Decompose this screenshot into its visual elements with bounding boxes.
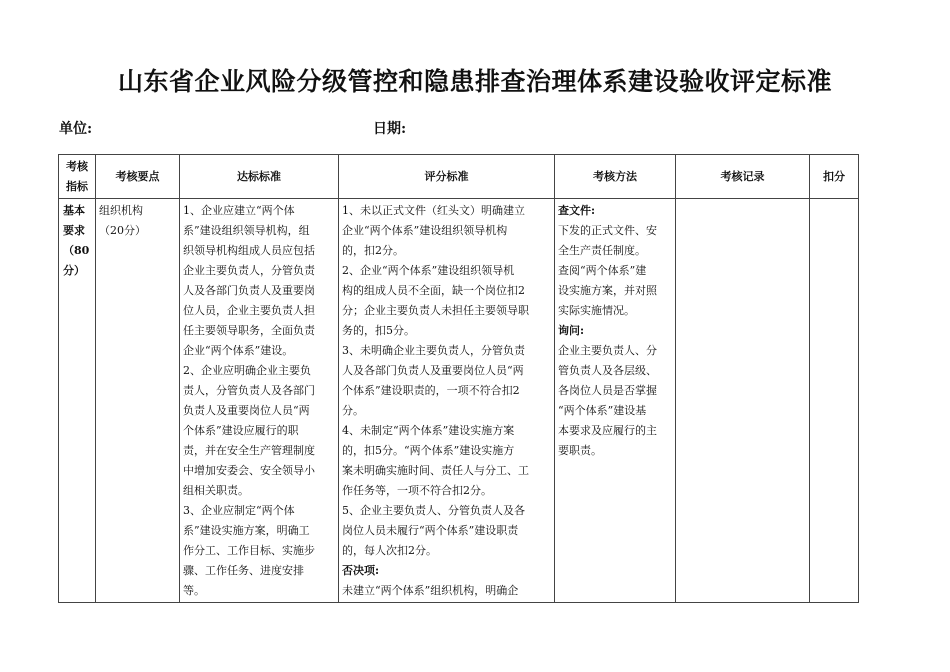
cell-line: 5、企业主要负责人、分管负责人及各 (342, 504, 525, 517)
header-deduction: 扣分 (810, 155, 859, 199)
cell-line: 企业主要负责人，分管负责 (183, 264, 315, 277)
cell-line: 企业主要负责人、分 (558, 344, 657, 357)
cell-indicator (59, 199, 96, 603)
cell-line: 企业“两个体系”建设。 (183, 344, 294, 357)
cell-line: 4、未制定“两个体系”建设实施方案 (342, 424, 515, 437)
cell-deduction[interactable] (810, 199, 859, 603)
header-record: 考核记录 (676, 155, 810, 199)
cell-line: 务的，扣5分。 (342, 324, 415, 337)
header-indicator: 考核 指标 (59, 155, 96, 199)
cell-key-point (96, 199, 180, 603)
cell-line: 全生产责任制度。 (558, 244, 646, 257)
cell-line: 1、企业应建立“两个体 (183, 204, 295, 217)
cell-line: 3、未明确企业主要负责人，分管负责 (342, 344, 525, 357)
cell-line: 负责人及重要岗位人员“两 (183, 404, 310, 417)
cell-line: 本要求及应履行的主 (558, 424, 657, 437)
cell-line: 组相关职责。 (183, 484, 249, 497)
cell-line: 2、企业应明确企业主要负 (183, 364, 311, 377)
header-standard: 达标标准 (180, 155, 339, 199)
date-label: 日期: (373, 121, 407, 137)
cell-line: 实际实施情况。 (558, 304, 635, 317)
cell-line: 骤、工作任务、进度安排 (183, 564, 304, 577)
cell-line: 各岗位人员是否掌握 (558, 384, 657, 397)
cell-line: 岗位人员未履行“两个体系”建设职责 (342, 524, 519, 537)
cell-line: （80 (63, 244, 90, 257)
cell-record[interactable] (676, 199, 810, 603)
cell-line: 的，扣2分。 (342, 244, 404, 257)
cell-line: 责人，分管负责人及各部门 (183, 384, 315, 397)
cell-line: 系”建设组织领导机构，组 (183, 224, 310, 237)
cell-line: 系”建设实施方案，明确工 (183, 524, 310, 537)
cell-line: 企业“两个体系”建设组织领导机构 (342, 224, 508, 237)
cell-scoring (339, 199, 555, 603)
cell-line: 作分工、工作目标、实施步 (183, 544, 315, 557)
cell-line: 等。 (183, 584, 205, 597)
cell-line: 责，并在安全生产管理制度 (183, 444, 315, 457)
cell-line: 的，每人次扣2分。 (342, 544, 437, 557)
cell-line: 要求 (63, 224, 85, 237)
unit-label: 单位: (59, 121, 93, 137)
header-key-point: 考核要点 (96, 155, 180, 199)
cell-line: 设实施方案，并对照 (558, 284, 657, 297)
table-header-row (59, 155, 859, 199)
cell-line: 询问: (558, 324, 585, 337)
document-title: 山东省企业风险分级管控和隐患排查治理体系建设验收评定标准 (117, 67, 832, 96)
cell-line: 位人员，企业主要负责人担 (183, 304, 315, 317)
cell-line: 的，扣5分。“两个体系”建设实施方 (342, 444, 515, 457)
cell-line: 织领导机构组成人员应包括 (183, 244, 315, 257)
cell-line: 1、未以正式文件（红头文）明确建立 (342, 204, 525, 217)
cell-standard (180, 199, 339, 603)
cell-line: 案未明确实施时间、责任人与分工、工 (342, 464, 529, 477)
cell-line: 下发的正式文件、安 (558, 224, 657, 237)
cell-line: “两个体系”建设基 (558, 404, 647, 417)
cell-line: 构的组成人员不全面，缺一个岗位扣2 (342, 284, 525, 297)
cell-line: 组织机构 (99, 204, 143, 217)
header-scoring: 评分标准 (339, 155, 555, 199)
cell-line: 分。 (342, 404, 364, 417)
cell-line: 个体系”建设职责的，一项不符合扣2 (342, 384, 520, 397)
cell-method (555, 199, 676, 603)
cell-line: 要职责。 (558, 444, 602, 457)
cell-line: 分） (63, 264, 85, 277)
cell-line: 3、企业应制定“两个体 (183, 504, 295, 517)
cell-line: （20分） (99, 224, 146, 237)
evaluation-table (58, 154, 859, 603)
cell-line: 人及各部门负责人及重要岗 (183, 284, 315, 297)
cell-line: 查阅“两个体系”建 (558, 264, 647, 277)
cell-line: 管负责人及各层级、 (558, 364, 657, 377)
cell-line: 人及各部门负责人及重要岗位人员“两 (342, 364, 524, 377)
cell-line: 个体系”建设应履行的职 (183, 424, 299, 437)
header-method: 考核方法 (555, 155, 676, 199)
cell-line: 未建立“两个体系”组织机构，明确企 (342, 584, 519, 597)
cell-line: 作任务等，一项不符合扣2分。 (342, 484, 492, 497)
cell-line: 2、企业“两个体系”建设组织领导机 (342, 264, 515, 277)
table-row (59, 199, 859, 603)
cell-line: 中增加安委会、安全领导小 (183, 464, 315, 477)
cell-line: 查文件: (558, 204, 596, 217)
cell-line: 否决项: (342, 564, 380, 577)
cell-line: 任主要领导职务，全面负责 (183, 324, 315, 337)
cell-line: 基本 (63, 204, 85, 217)
cell-line: 分；企业主要负责人未担任主要领导职 (342, 304, 529, 317)
